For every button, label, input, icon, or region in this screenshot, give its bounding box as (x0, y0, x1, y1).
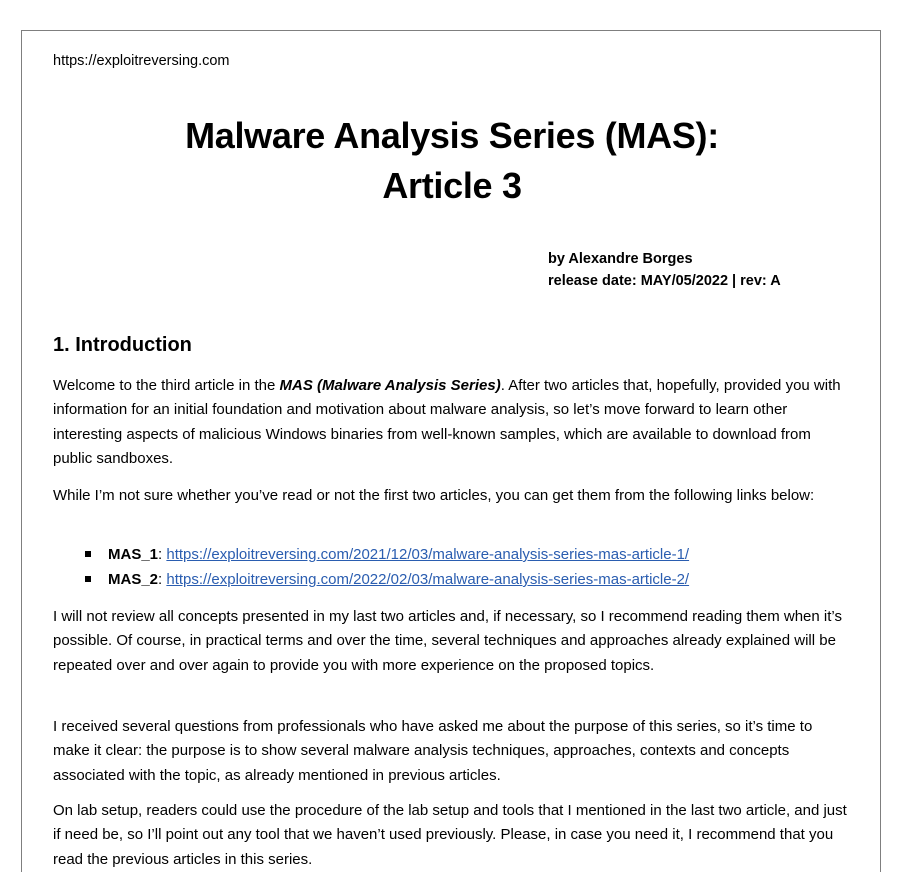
paragraph-1-start: Welcome to the third article in the (53, 377, 280, 394)
paragraph-1-end: . After two articles that, hopefully, provided you with information for an initial foundation and motivation about malware analysis, so let’s move forward to learn other interesting aspects of malicious Windows binaries from well-known samples, which are available to download from public sandboxes. (53, 377, 841, 467)
link-label: MAS_1 (108, 546, 159, 563)
mas-1-link[interactable]: https://exploitreversing.com/2021/12/03/malware-analysis-series-mas-article-1/ (166, 546, 690, 563)
link-separator: : (158, 546, 167, 563)
bullet-icon (85, 551, 91, 557)
release-date: release date: MAY/05/2022 | rev: A (548, 273, 781, 289)
paragraph-1 (53, 374, 853, 471)
link-separator: : (158, 571, 167, 588)
bullet-icon (85, 576, 91, 582)
title-line-1: Malware Analysis Series (MAS): (185, 115, 719, 156)
mas-2-link[interactable]: https://exploitreversing.com/2022/02/03/malware-analysis-series-mas-article-2/ (166, 571, 690, 588)
document-page (21, 30, 881, 872)
header-url: https://exploitreversing.com (53, 53, 230, 69)
byline (548, 248, 781, 292)
document-title (22, 111, 882, 211)
paragraph-5: On lab setup, readers could use the procedure of the lab setup and tools that I mentioned in the last two article, and just if need be, so I’ll point out any tool that we haven’t used previously. Please, in case you need it, I recommend that you read the previous articles in this series. (53, 802, 847, 868)
author: by Alexandre Borges (548, 251, 693, 267)
list-item (85, 568, 689, 592)
list-item (85, 543, 689, 567)
paragraph-2: While I’m not sure whether you’ve read or not the first two articles, you can get them from the following links below: (53, 487, 815, 504)
series-name: MAS (Malware Analysis Series) (279, 377, 501, 394)
paragraph-4: I received several questions from professionals who have asked me about the purpose of this series, so it’s time to make it clear: the purpose is to show several malware analysis techniques, approaches, contexts and concepts associated with the topic, as already mentioned in previous articles. (53, 718, 813, 784)
section-heading: 1. Introduction (53, 334, 192, 356)
title-line-2: Article 3 (382, 165, 522, 206)
link-label: MAS_2 (108, 571, 159, 588)
paragraph-3: I will not review all concepts presented in my last two articles and, if necessary, so I recommend reading them when it’s possible. Of course, in practical terms and over the time, several techniques and approaches already explained will be repeated over and over again to provide you with more experience on the proposed topics. (53, 608, 842, 674)
